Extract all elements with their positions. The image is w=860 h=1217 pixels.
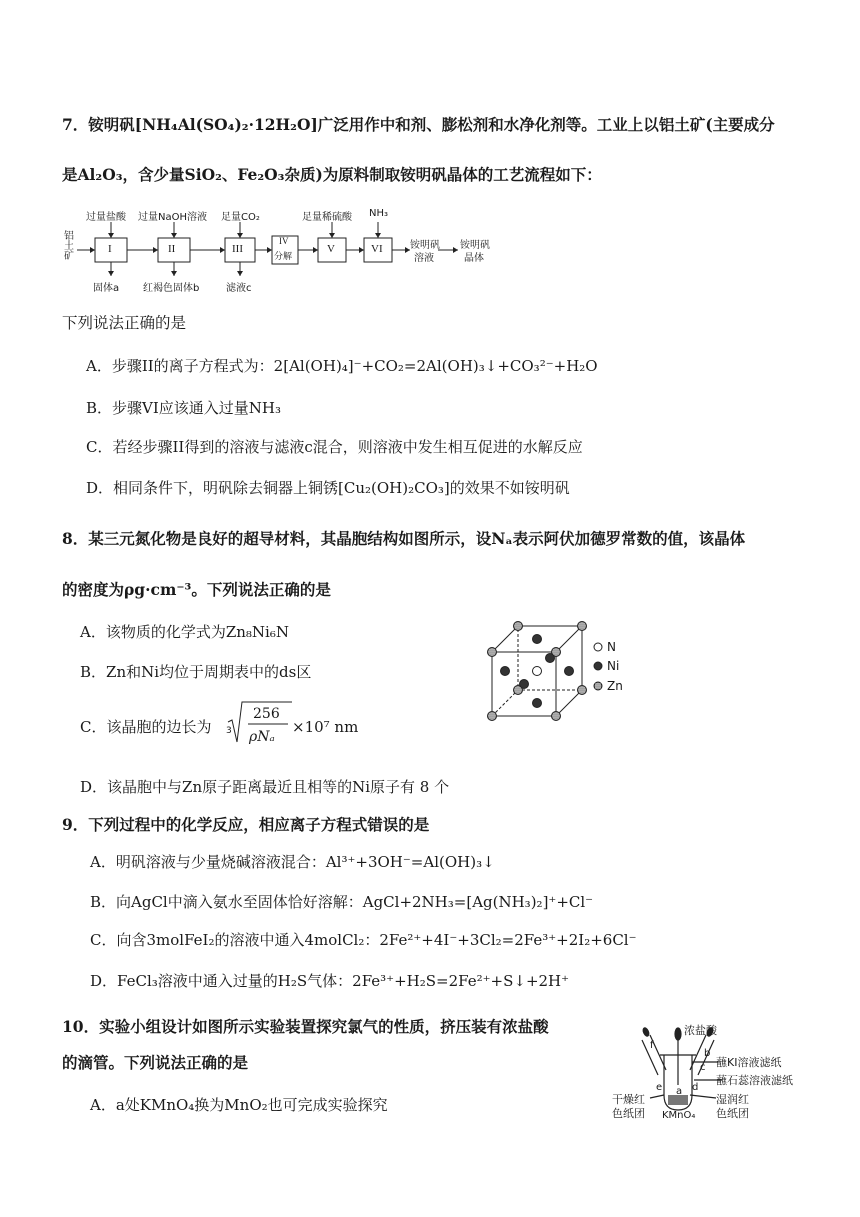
- q7-option-b: B．步骤VI应该通入过量NH₃: [86, 399, 282, 417]
- q10-option-a: A．a处KMnO₄换为MnO₂也可完成实验探究: [90, 1096, 388, 1114]
- step-5-label: V: [327, 243, 335, 255]
- q9-line1: 9．下列过程中的化学反应，相应离子方程式错误的是: [62, 815, 430, 834]
- q8-fraction-den: ρNₐ: [249, 729, 275, 745]
- apparatus-label-l2: 色纸团: [612, 1107, 645, 1120]
- q8-option-d: D．该晶胞中与Zn原子距离最近且相等的Ni原子有 8 个: [80, 778, 450, 796]
- q7-line1: 7．铵明矾[NH₄Al(SO₄)₂·12H₂O]广泛用作中和剂、膨松剂和水净化剂等。工业上以铝土矿(主要成分: [62, 115, 775, 134]
- q9-option-b: B．向AgCl中滴入氨水至固体恰好溶解：AgCl+2NH₃=[Ag(NH₃)₂]⁺+Cl⁻: [90, 893, 594, 911]
- step-3-label: III: [232, 243, 243, 255]
- q8-root-index: 3: [226, 726, 232, 736]
- reagent-5: NH₃: [369, 208, 389, 219]
- output-1-top: 铵明矾: [410, 240, 440, 251]
- step-6-label: VI: [371, 243, 383, 255]
- apparatus-top-label: 浓盐酸: [684, 1024, 717, 1037]
- step-1-label: I: [108, 243, 112, 255]
- reagent-4: 足量稀硫酸: [302, 212, 352, 223]
- q10-line1: 10．实验小组设计如图所示实验装置探究氯气的性质，挤压装有浓盐酸: [62, 1017, 549, 1036]
- q10-line2: 的滴管。下列说法正确的是: [62, 1053, 249, 1072]
- step-4-label-bottom: 分解: [274, 252, 293, 262]
- q8-option-c-prefix: C．该晶胞的边长为: [80, 718, 212, 736]
- q9-option-a: A．明矾溶液与少量烧碱溶液混合：Al³⁺+3OH⁻=Al(OH)₃↓: [90, 853, 495, 871]
- q8-line2: 的密度为ρg·cm⁻³。下列说法正确的是: [62, 580, 331, 599]
- apparatus-letter-c: c: [700, 1062, 706, 1073]
- apparatus-letter-d: d: [692, 1082, 699, 1093]
- q7-option-d: D．相同条件下，明矾除去铜器上铜锈[Cu₂(OH)₂CO₃]的效果不如铵明矾: [86, 479, 570, 497]
- reagent-2: 过量NaOH溶液: [138, 212, 207, 223]
- q8-line1: 8．某三元氮化物是良好的超导材料，其晶胞结构如图所示，设Nₐ表示阿伏加德罗常数的值，该晶体: [62, 529, 746, 548]
- flow-input-label: 铝土矿: [64, 231, 74, 262]
- apparatus-letter-f: f: [650, 1040, 654, 1051]
- product-a: 固体a: [93, 283, 120, 294]
- q7-stem: 下列说法正确的是: [62, 314, 187, 332]
- legend-zn: Zn: [607, 679, 623, 693]
- product-b: 红褐色固体b: [143, 283, 200, 294]
- output-1-bottom: 溶液: [414, 253, 434, 264]
- q8-option-c-suffix: ×10⁷ nm: [292, 718, 359, 736]
- apparatus-letter-e: e: [656, 1082, 663, 1093]
- reagent-3: 足量CO₂: [221, 212, 260, 223]
- q8-option-b: B．Zn和Ni均位于周期表中的ds区: [80, 663, 312, 681]
- product-c: 滤液c: [226, 283, 252, 294]
- apparatus-label-r2: 蘸石蕊溶液滤纸: [716, 1074, 793, 1087]
- q8-fraction-num: 256: [253, 706, 280, 722]
- apparatus-label-r3a: 湿润红: [716, 1093, 749, 1106]
- legend-n: N: [607, 640, 616, 654]
- q7-option-c: C．若经步骤II得到的溶液与滤液c混合，则溶液中发生相互促进的水解反应: [86, 438, 583, 456]
- step-4-label-top: IV: [279, 236, 289, 246]
- apparatus-label-r3b: 色纸团: [716, 1107, 749, 1120]
- output-2-top: 铵明矾: [460, 240, 490, 251]
- apparatus-bottom-label: KMnO₄: [662, 1110, 696, 1121]
- q9-option-d: D．FeCl₃溶液中通入过量的H₂S气体：2Fe³⁺+H₂S=2Fe²⁺+S↓+2H⁺: [90, 972, 570, 990]
- q7-option-a: A．步骤II的离子方程式为：2[Al(OH)₄]⁻+CO₂=2Al(OH)₃↓+CO₃²⁻+H₂O: [86, 357, 598, 375]
- apparatus-letter-b: b: [704, 1048, 711, 1059]
- legend-ni: Ni: [607, 659, 620, 673]
- apparatus-label-r1: 蘸KI溶液滤纸: [716, 1056, 782, 1069]
- reagent-1: 过量盐酸: [86, 212, 126, 223]
- output-2-bottom: 晶体: [464, 253, 484, 264]
- step-2-label: II: [168, 243, 176, 255]
- q7-line2: 是Al₂O₃，含少量SiO₂、Fe₂O₃杂质)为原料制取铵明矾晶体的工艺流程如下：: [62, 165, 602, 184]
- q8-option-a: A．该物质的化学式为Zn₈Ni₆N: [80, 623, 289, 641]
- apparatus-letter-a: a: [676, 1086, 683, 1097]
- q9-option-c: C．向含3molFeI₂的溶液中通入4molCl₂：2Fe²⁺+4I⁻+3Cl₂=2Fe³⁺+2I₂+6Cl⁻: [90, 931, 637, 949]
- apparatus-label-l1: 干燥红: [612, 1093, 645, 1106]
